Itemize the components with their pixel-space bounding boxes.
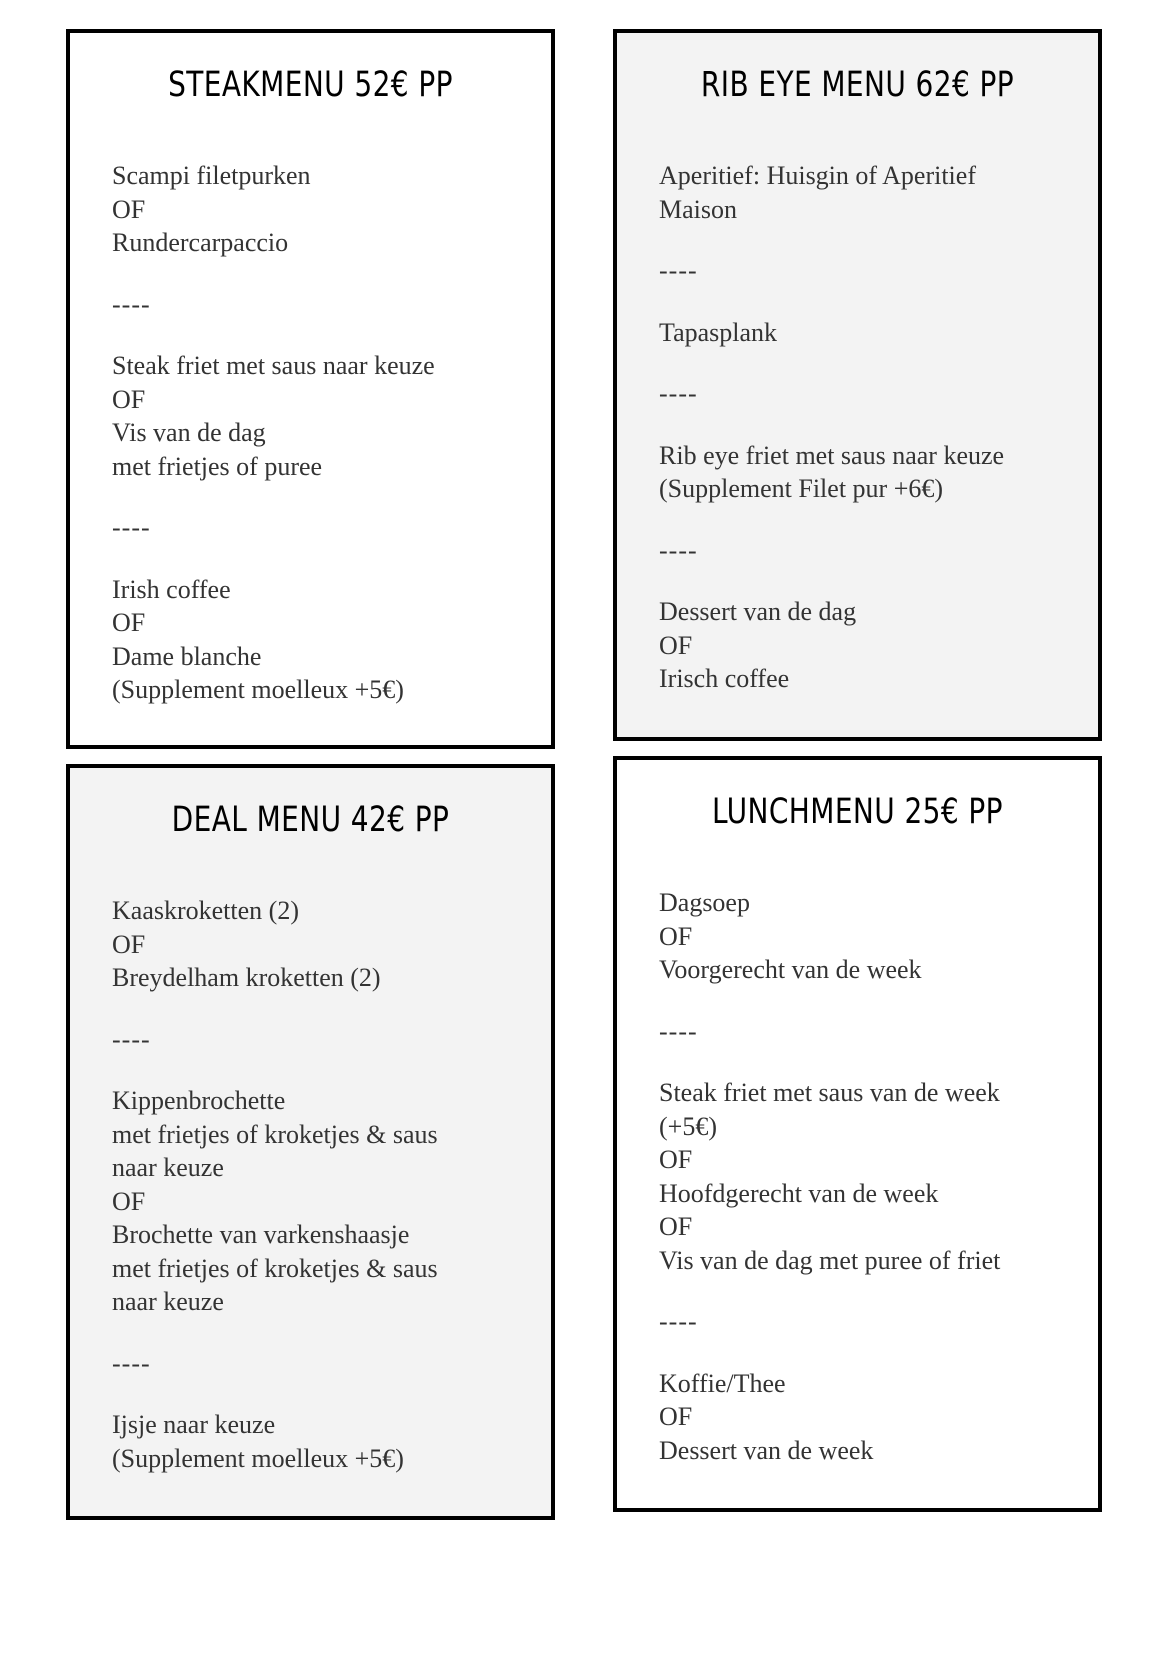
or-label: OF [659,1212,693,1241]
menu-item: Ijsje naar keuze [112,1410,276,1439]
menu-item: (Supplement moelleux +5€) [112,1443,404,1473]
menu-item: Maison [659,194,737,224]
menu-item: Rib eye friet met saus naar keuze [659,440,1005,470]
menu-title: RIB EYE MENU 62€ PP [700,65,1015,105]
menu-item: Kippenbrochette [112,1086,286,1115]
menu-item: Dame blanche [112,641,262,671]
menu-item: Tapasplank [659,317,778,347]
or-label: OF [659,1145,693,1174]
or-label: OF [112,929,146,959]
menu-body [112,159,531,707]
or-label: OF [659,1402,693,1431]
menu-body [659,886,1078,1467]
menu-card-ribeye [613,29,1102,741]
course-separator: ---- [112,1348,151,1378]
menu-spacer [112,1380,531,1408]
menu-item: Steak friet met saus van de week [659,1078,1000,1107]
menu-item: (+5€) [659,1111,717,1141]
menu-spacer [659,1339,1078,1367]
menu-item: Kaaskroketten (2) [112,896,299,925]
menu-title: STEAKMENU 52€ PP [168,65,453,105]
menu-item: Voorgerecht van de week [659,955,922,984]
menu-item: Rundercarpaccio [112,228,289,257]
menu-spacer [112,995,531,1023]
menu-item: met frietjes of puree [112,451,323,481]
menu-title: LUNCHMENU 25€ PP [712,792,1003,832]
menu-item: Breydelham kroketten (2) [112,963,381,992]
menu-item: Koffie/Thee [659,1368,786,1398]
menu-spacer [659,411,1078,439]
course-separator: ---- [112,1024,151,1054]
or-label: OF [659,630,693,660]
or-label: OF [112,608,146,637]
or-label: OF [112,384,146,414]
course-separator: ---- [659,535,698,565]
menu-item: Brochette van varkenshaasje [112,1220,410,1249]
menu-item: met frietjes of kroketjes & saus [112,1253,438,1283]
menu-item: Aperitief: Huisgin of Aperitief [659,161,976,190]
menu-item: Dessert van de dag [659,597,857,626]
menu-item: naar keuze [112,1153,224,1182]
menu-spacer [112,483,531,511]
menu-spacer [112,1056,531,1084]
menu-item: (Supplement moelleux +5€) [112,675,404,704]
menu-item: (Supplement Filet pur +6€) [659,474,944,503]
menu-item: met frietjes of kroketjes & saus [112,1119,438,1149]
or-label: OF [112,1186,146,1216]
menu-spacer [659,506,1078,534]
course-separator: ---- [112,289,151,319]
menu-spacer [659,349,1078,377]
menu-item: Vis van de dag met puree of friet [659,1245,1001,1275]
course-separator: ---- [659,1016,698,1046]
menu-spacer [659,226,1078,254]
menu-item: Irisch coffee [659,664,790,693]
or-label: OF [659,921,693,951]
menu-spacer [659,1048,1078,1076]
menu-item: Dagsoep [659,888,750,917]
course-separator: ---- [112,513,151,542]
menu-spacer [112,260,531,288]
menu-item: Hoofdgerecht van de week [659,1178,939,1208]
menu-spacer [659,987,1078,1015]
menu-item: Irish coffee [112,574,231,604]
menu-spacer [112,1319,531,1347]
menu-spacer [659,288,1078,316]
menu-card-steak [66,29,555,749]
menu-card-lunch [613,756,1102,1512]
menu-body [659,159,1078,696]
menu-item: Scampi filetpurken [112,161,311,190]
menu-spacer [659,1277,1078,1305]
or-label: OF [112,194,146,224]
menu-item: Vis van de dag [112,418,266,447]
course-separator: ---- [659,379,698,408]
menu-body [112,894,531,1475]
course-separator: ---- [659,1307,698,1336]
menu-title: DEAL MENU 42€ PP [171,800,450,840]
menu-spacer [112,321,531,349]
menu-item: Dessert van de week [659,1435,874,1465]
menu-item: Steak friet met saus naar keuze [112,351,435,380]
course-separator: ---- [659,256,698,285]
menu-item: naar keuze [112,1287,224,1316]
menu-card-deal [66,764,555,1520]
menu-spacer [659,567,1078,595]
menu-spacer [112,545,531,573]
